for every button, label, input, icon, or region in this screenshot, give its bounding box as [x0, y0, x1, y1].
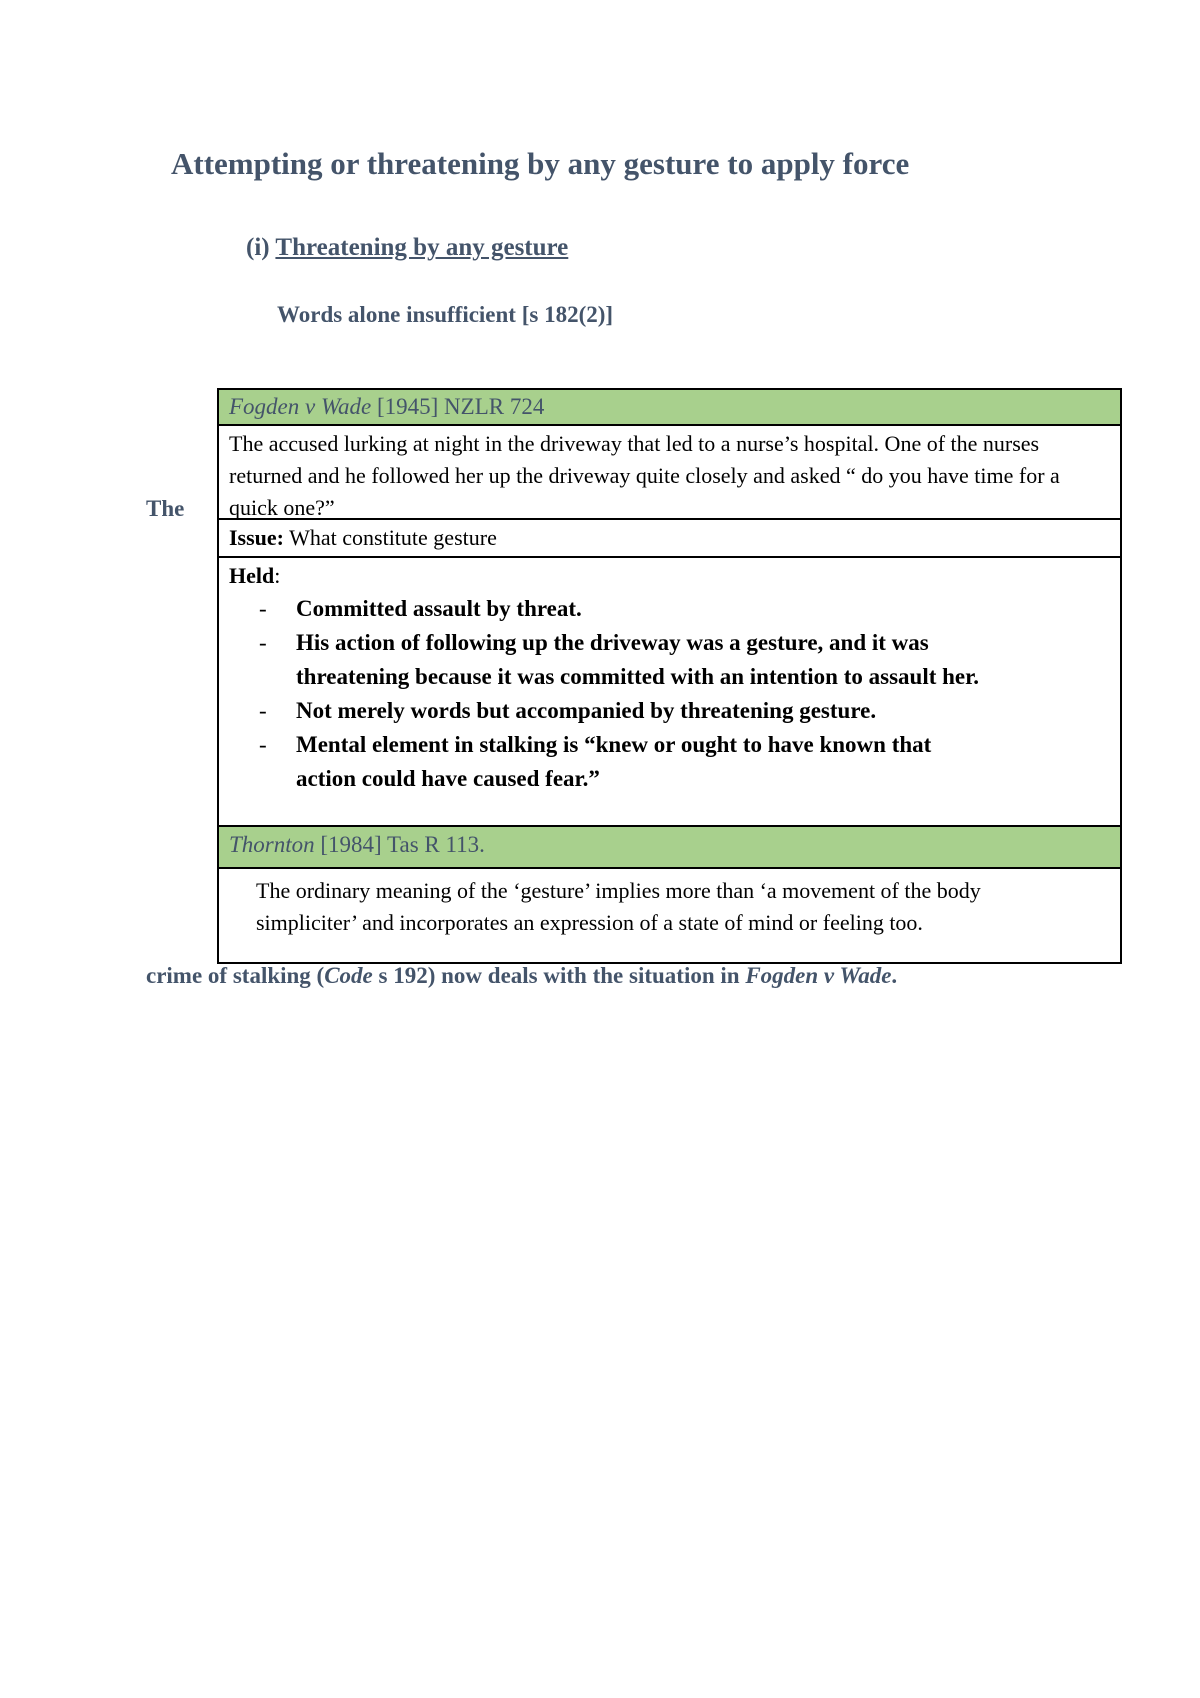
case-citation: [1945] NZLR 724 — [371, 394, 545, 419]
page-heading: Attempting or threatening by any gesture to apply force — [171, 146, 910, 181]
case-header-fogden — [219, 390, 1120, 426]
bullet-dash: - — [259, 732, 267, 757]
case-issue — [219, 520, 1120, 558]
facts-text: The accused lurking at night in the driveway that led to a nurse’s hospital. One of the nurses returned and he followed her up the driveway quite closely and asked “ do you have time for a quick one?” — [229, 431, 1060, 520]
issue-label: Issue: — [229, 525, 285, 550]
case-thornton-text: The ordinary meaning of the ‘gesture’ implies more than ‘a movement of the body simpliciter’ and incorporates an expression of a state of mind or feeling too. — [256, 878, 981, 935]
held-point: - His action of following up the driveway was a gesture, and it was threatening because it was committed with an intention to assault her. — [229, 626, 1110, 694]
held-point: - Committed assault by threat. — [229, 592, 1110, 626]
held-point: - Not merely words but accompanied by threatening gesture. — [229, 694, 1110, 728]
section-subheading — [246, 234, 568, 262]
case-name: Thornton — [229, 832, 315, 857]
held-colon: : — [274, 563, 281, 588]
case-header-thornton — [219, 827, 1120, 869]
case-facts — [219, 426, 1120, 520]
case-reference: Fogden v Wade — [745, 963, 892, 988]
case-summary-table — [217, 388, 1122, 964]
subheading-number: (i) — [246, 234, 270, 261]
subheading-title: Threatening by any gesture — [275, 234, 569, 261]
bullet-dash: - — [259, 596, 267, 621]
held-heading — [229, 560, 1110, 592]
rule-note: Words alone insufficient [s 182(2)] — [277, 302, 614, 327]
bullet-dash: - — [259, 698, 267, 723]
held-label: Held — [229, 563, 275, 588]
case-held — [219, 558, 1120, 827]
held-point: - Mental element in stalking is “knew or ought to have known that action could have caused fear.” — [229, 728, 1110, 796]
case-name: Fogden v Wade — [229, 394, 372, 419]
case-citation: [1984] Tas R 113. — [314, 832, 485, 857]
issue-text: What constitute gesture — [284, 525, 497, 550]
code-reference: Code — [324, 963, 373, 988]
bullet-dash: - — [259, 630, 267, 655]
held-list — [229, 592, 1110, 796]
closing-sentence: crime of stalking (Code s 192) now deals with the situation in Fogden v Wade. — [146, 963, 898, 988]
sentence-fragment-the: The — [146, 496, 185, 521]
